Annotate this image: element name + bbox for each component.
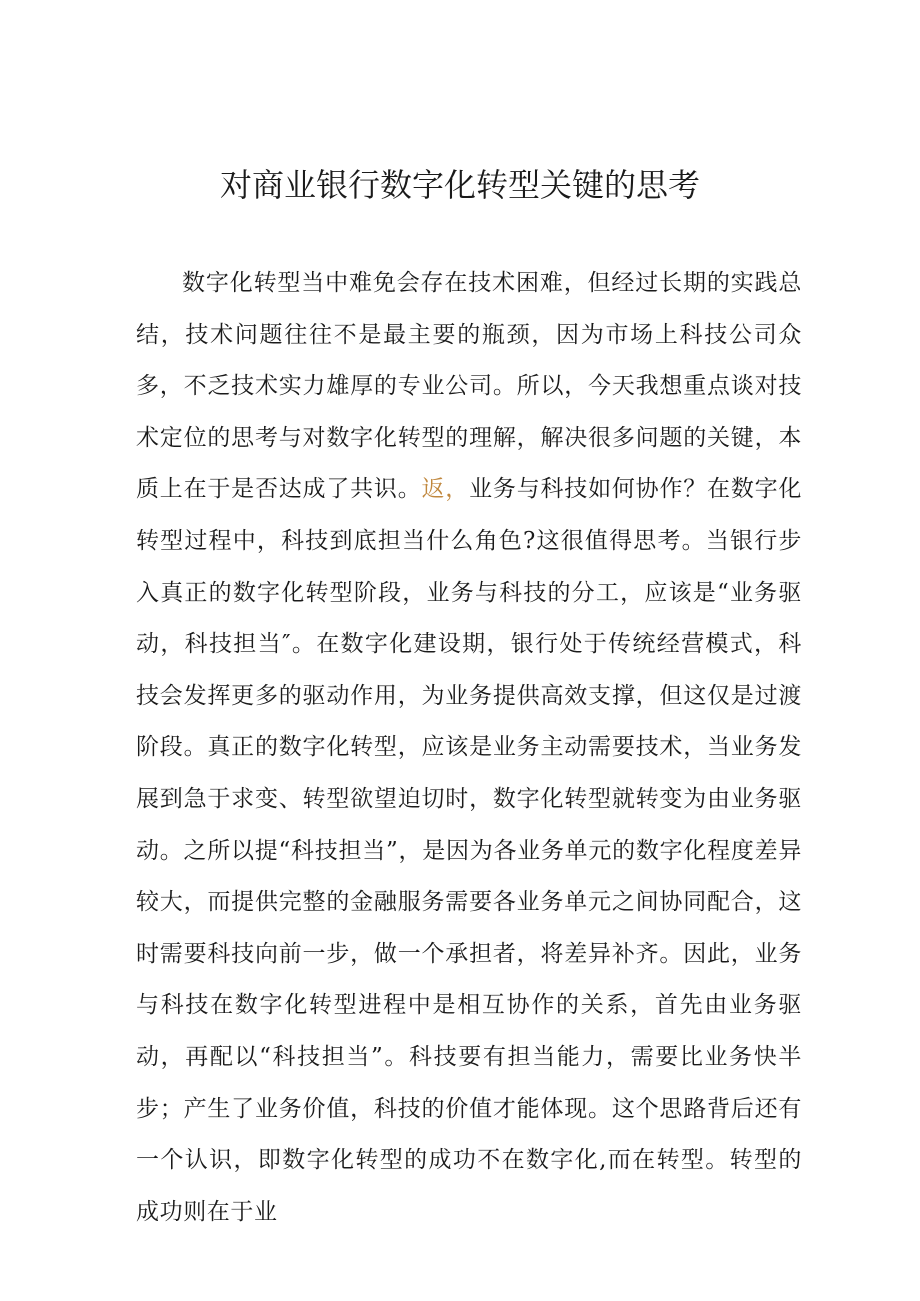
paragraph-text-part-1: 数字化转型当中难免会存在技术困难，但经过长期的实践总结，技术问题往往不是最主要的瓶颈，因为市场上科技公司众多，不乏技术实力雄厚的专业公司。所以，今天我想重点谈对技术定位的思考与对数字化转型的理解，解决很多问题的关键，本质上在于是否达成了共识。	[136, 270, 802, 503]
paragraph-text-part-2: 业务与科技如何协作？在数字化转型过程中，科技到底担当什么角色?这很值得思考。当银行步入真正的数字化转型阶段，业务与科技的分工，应该是“业务驱动，科技担当″。在数字化建设期，银行处于传统经营模式，科技会发挥更多的驱动作用，为业务提供高效支撑，但这仅是过渡阶段。真正的数字化转型，应该是业务主动需要技术，当业务发展到急于求变、转型欲望迫切时，数字化转型就转变为由业务驱动。之所以提“科技担当”，是因为各业务单元的数字化程度差异较大，而提供完整的金融服务需要各业务单元之间协同配合，这时需要科技向前一步，做一个承担者，将差异补齐。因此，业务与科技在数字化转型进程中是相互协作的关系，首先由业务驱动，再配以“科技担当”。科技要有担当能力，需要比业务快半步；产生了业务价值，科技的价值才能体现。这个思路背后还有一个认识，即数字化转型的成功不在数字化,而在转型。转型的成功则在于业	[136, 476, 803, 1225]
highlighted-text: 返，	[421, 476, 470, 503]
body-paragraph	[136, 258, 802, 1238]
document-title: 对商业银行数字化转型关键的思考	[219, 166, 700, 204]
